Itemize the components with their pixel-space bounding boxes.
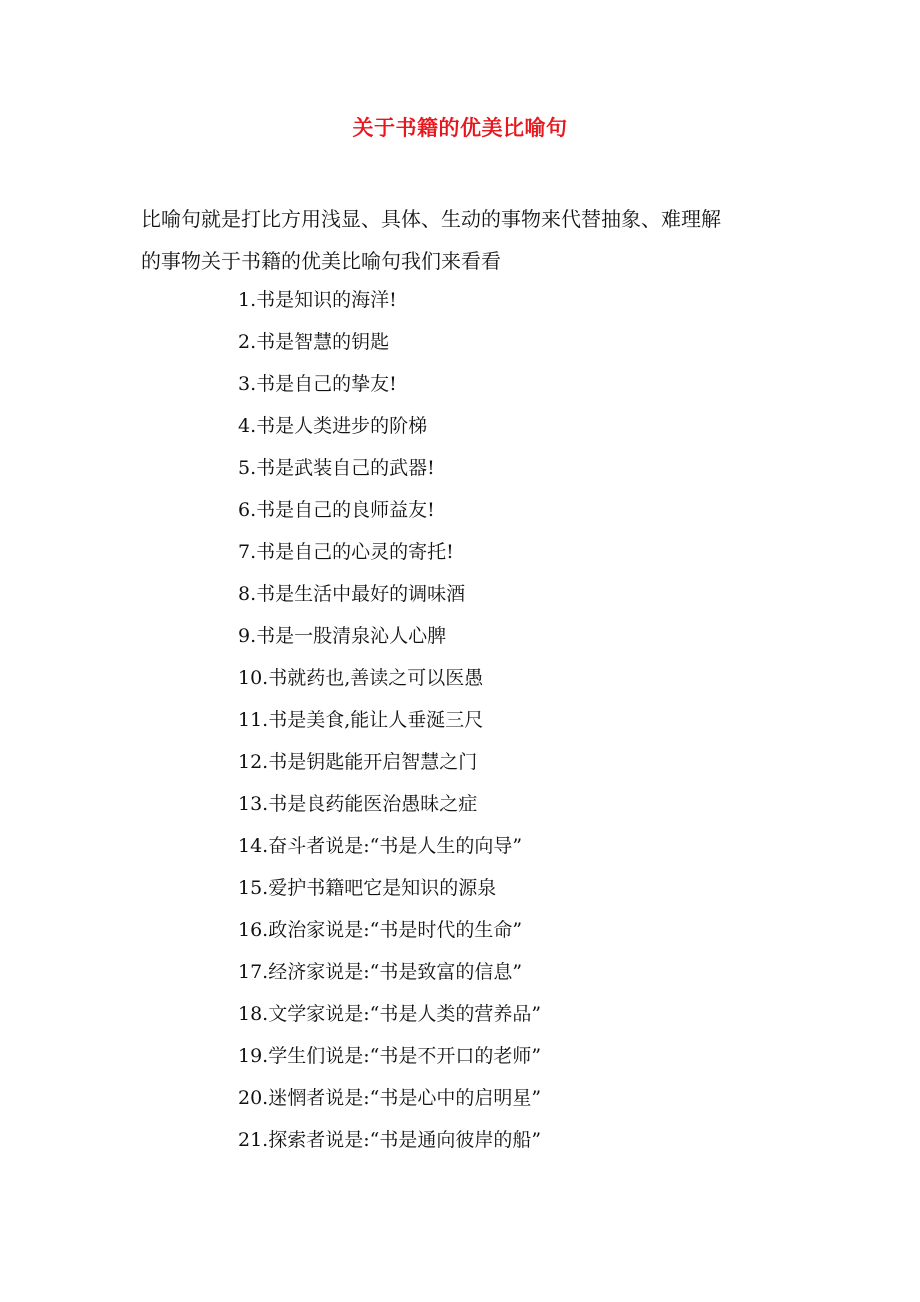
list-item: 3.书是自己的挚友! [238, 373, 397, 395]
list-item: 20.迷惘者说是:“书是心中的启明星” [238, 1087, 542, 1109]
list-item: 6.书是自己的良师益友! [238, 499, 435, 521]
list-item: 1.书是知识的海洋! [238, 289, 397, 311]
list-item: 19.学生们说是:“书是不开口的老师” [238, 1045, 542, 1067]
list-item: 16.政治家说是:“书是时代的生命” [238, 919, 523, 941]
metaphor-list [238, 285, 541, 1167]
list-item: 9.书是一股清泉沁人心脾 [238, 625, 447, 647]
list-item: 4.书是人类进步的阶梯 [238, 415, 428, 437]
list-item: 18.文学家说是:“书是人类的营养品” [238, 1003, 542, 1025]
intro-line: 的事物关于书籍的优美比喻句我们来看看 [141, 249, 501, 273]
list-item: 12.书是钥匙能开启智慧之门 [238, 751, 478, 773]
list-item: 13.书是良药能医治愚昧之症 [238, 793, 478, 815]
list-item: 14.奋斗者说是:“书是人生的向导” [238, 835, 523, 857]
list-item: 15.爱护书籍吧它是知识的源泉 [238, 877, 497, 899]
list-item: 10.书就药也,善读之可以医愚 [238, 667, 484, 689]
list-item: 21.探索者说是:“书是通向彼岸的船” [238, 1129, 542, 1151]
intro-line: 比喻句就是打比方用浅显、具体、生动的事物来代替抽象、难理解 [141, 207, 721, 231]
list-item: 8.书是生活中最好的调味酒 [238, 583, 466, 605]
intro-paragraph [141, 198, 791, 282]
document-title: 关于书籍的优美比喻句 [352, 115, 568, 140]
list-item: 17.经济家说是:“书是致富的信息” [238, 961, 523, 983]
list-item: 11.书是美食,能让人垂涎三尺 [238, 709, 484, 731]
list-item: 7.书是自己的心灵的寄托! [238, 541, 454, 563]
list-item: 5.书是武装自己的武器! [238, 457, 435, 479]
list-item: 2.书是智慧的钥匙 [238, 331, 390, 353]
